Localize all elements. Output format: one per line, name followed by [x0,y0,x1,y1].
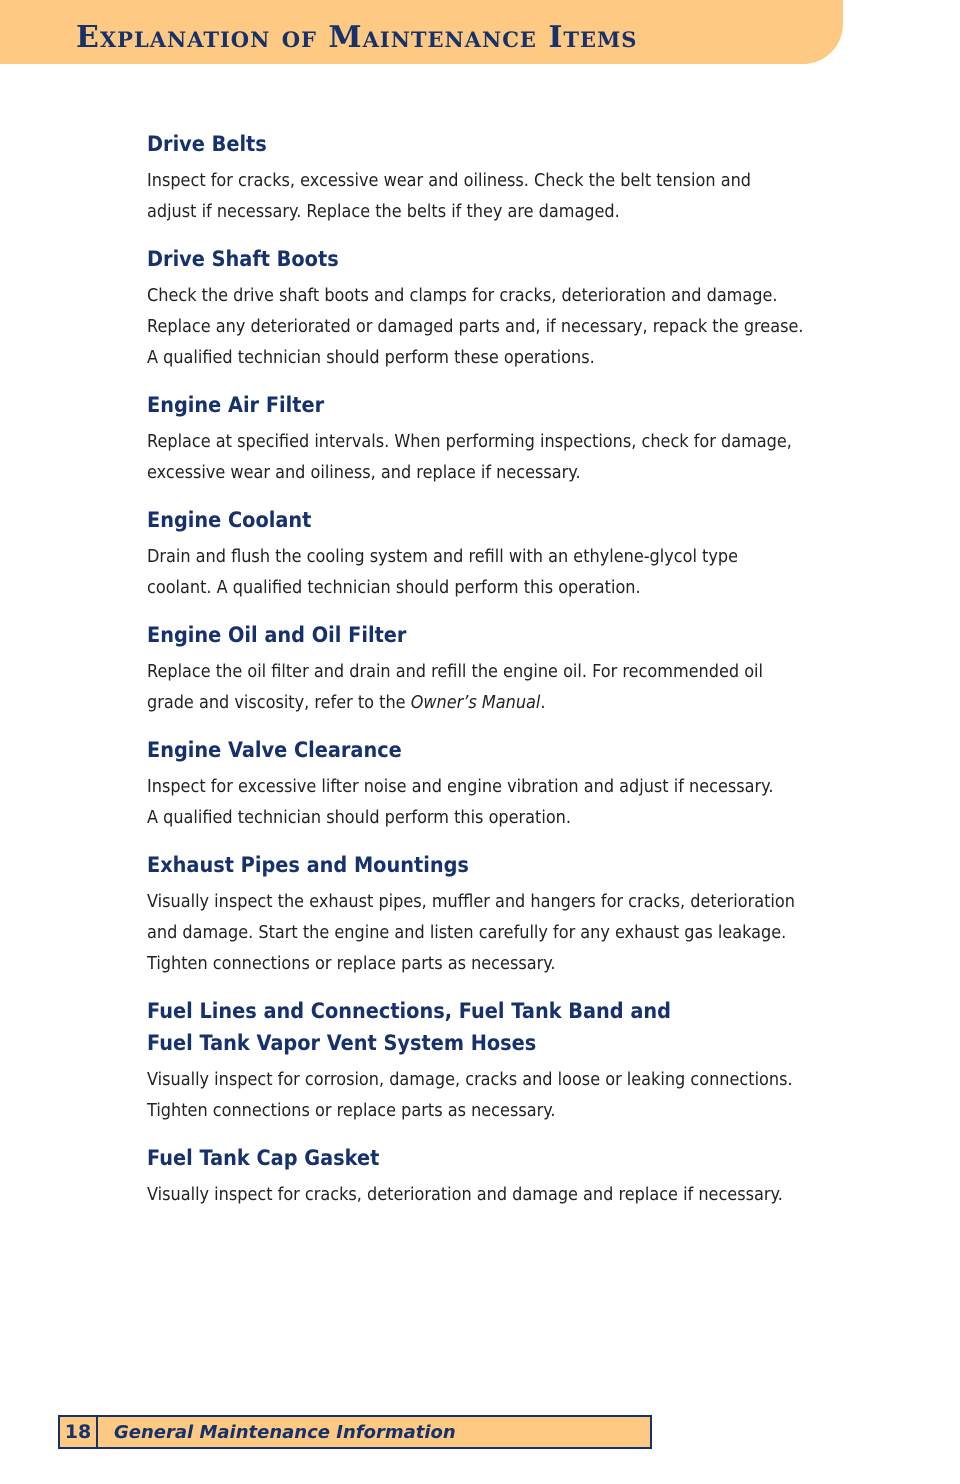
page-number: 18 [58,1415,98,1449]
item-body [147,772,832,834]
item-line: Replace at specified intervals. When performing inspections, check for damage, [147,432,792,452]
item-heading: Engine Valve Clearance [147,738,402,762]
item-body [147,1065,832,1127]
item-line: Visually inspect the exhaust pipes, muffler and hangers for cracks, deterioration [147,892,795,912]
item-body [147,427,832,489]
item-exhaust-pipes-and-mountings [147,849,837,980]
item-line: Replace any deteriorated or damaged parts and, if necessary, repack the grease. [147,317,804,337]
item-engine-valve-clearance [147,734,837,834]
item-line: Inspect for cracks, excessive wear and oiliness. Check the belt tension and [147,171,751,191]
item-fuel-tank-cap-gasket [147,1142,837,1211]
item-line: Replace the oil filter and drain and refill the engine oil. For recommended oil [147,662,764,682]
page-title: Explanation of Maintenance Items [76,20,638,55]
item-fuel-lines-and-connections [147,995,837,1127]
item-engine-air-filter [147,389,837,489]
item-drive-belts [147,128,837,228]
item-line: Visually inspect for corrosion, damage, cracks and loose or leaking connections. [147,1070,793,1090]
item-line: A qualified technician should perform this operation. [147,808,571,828]
item-line-suffix: . [540,693,546,713]
section-title: General Maintenance Information [114,1421,456,1443]
item-line-prefix: grade and viscosity, refer to the [147,693,411,713]
item-drive-shaft-boots [147,243,837,374]
item-body [147,657,832,719]
item-line: coolant. A qualified technician should perform this operation. [147,578,641,598]
item-body [147,166,832,228]
item-line: and damage. Start the engine and listen carefully for any exhaust gas leakage. [147,923,787,943]
item-line: adjust if necessary. Replace the belts if they are damaged. [147,202,620,222]
item-heading: Engine Air Filter [147,393,325,417]
maintenance-items-list [147,128,837,1226]
item-heading: Exhaust Pipes and Mountings [147,853,469,877]
owners-manual-reference: Owner’s Manual [410,693,541,713]
footer-bar [98,1415,652,1449]
item-line: Tighten connections or replace parts as necessary. [147,1101,556,1121]
item-heading: Drive Shaft Boots [147,247,339,271]
item-heading: Engine Oil and Oil Filter [147,623,407,647]
item-line: excessive wear and oiliness, and replace if necessary. [147,463,581,483]
item-heading-line: Fuel Tank Vapor Vent System Hoses [147,1031,537,1055]
item-heading: Fuel Tank Cap Gasket [147,1146,380,1170]
item-body [147,1180,832,1211]
item-engine-coolant [147,504,837,604]
item-engine-oil-and-oil-filter [147,619,837,719]
page-footer [58,1415,652,1449]
item-line: Drain and flush the cooling system and refill with an ethylene-glycol type [147,547,739,567]
item-body [147,542,832,604]
item-heading [147,995,782,1059]
item-body [147,281,832,374]
item-line: Check the drive shaft boots and clamps for cracks, deterioration and damage. [147,286,778,306]
item-line: Visually inspect for cracks, deterioration and damage and replace if necessary. [147,1185,783,1205]
item-heading: Engine Coolant [147,508,312,532]
item-body [147,887,832,980]
item-heading-line: Fuel Lines and Connections, Fuel Tank Band and [147,999,671,1023]
item-line: A qualified technician should perform these operations. [147,348,595,368]
item-line: Tighten connections or replace parts as necessary. [147,954,556,974]
item-line: Inspect for excessive lifter noise and engine vibration and adjust if necessary. [147,777,774,797]
item-heading: Drive Belts [147,132,267,156]
